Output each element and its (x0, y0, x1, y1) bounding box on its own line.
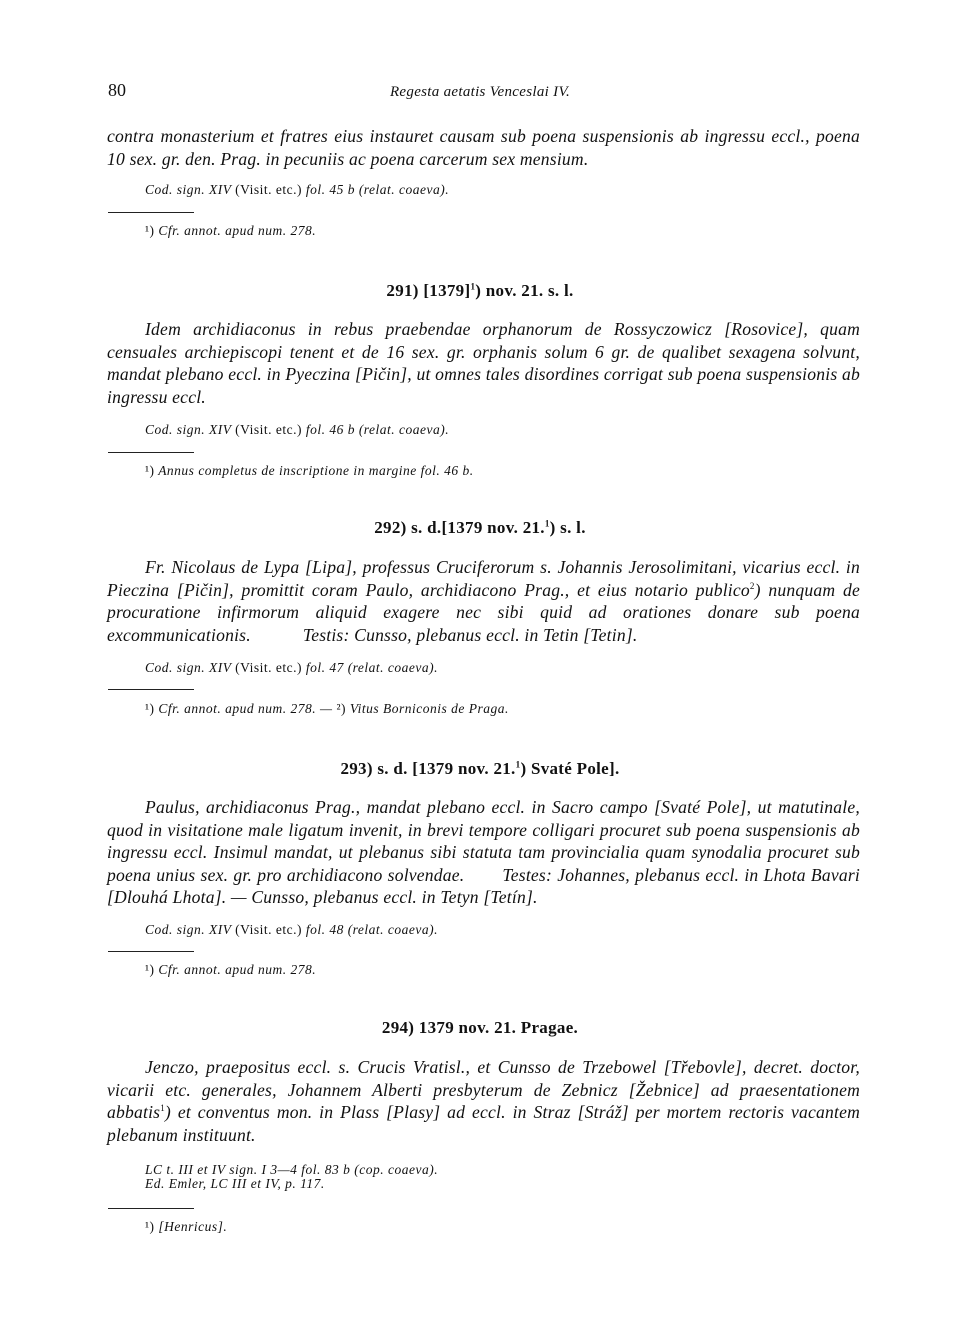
continuation-text: contra monasterium et fratres eius instauret causam sub poena suspensionis ab ingressu eccl., poena 10 sex. gr. den. Prag. in pecuniis ac poena carcerum sex mensium. (107, 126, 860, 169)
heading-main: 292) s. d.[1379 nov. 21. (374, 518, 545, 537)
heading-footnote-mark: 1 (515, 759, 521, 770)
source-visit: (Visit. etc.) (235, 182, 302, 197)
entry-293-testes: Testes: Johannes, plebanus eccl. in Lhota Bavari [Dlouhá Lhota]. — Cunsso, plebanus eccl. in Tetyn [Tetín]. (107, 864, 860, 908)
entry-292-text (107, 556, 860, 646)
source-cod: Cod. sign. XIV (145, 422, 232, 437)
footnote-text: Cfr. annot. apud num. 278. — (158, 701, 333, 716)
entry-291-text: Idem archidiaconus in rebus praebendae orphanorum de Rossyczowicz [Rosovice], quam censuales archiepiscopi tenent et de 16 sex. gr. orphanis solum 6 gr. de qualibet sexagena solvunt, mandat plebano eccl. in Pyeczina [Pičin], ut omnes tales disordines corrigat sub poena suspensionis ab ingressu eccl. (107, 319, 860, 407)
entry-292-footnote (145, 701, 509, 717)
heading-rest: ) Svaté Pole]. (520, 759, 620, 778)
source-visit: (Visit. etc.) (235, 422, 302, 437)
entry-292-text-a: Fr. Nicolaus de Lypa [Lipa], professus Cruciferorum s. Johannis Jerosolimitani, vicarius eccl. in Pieczina [Pičin], promittit coram Paulo, archidiacono Prag., et eius notario publico (107, 557, 860, 600)
entry-294-footnote (145, 1219, 227, 1235)
text-footnote-mark: 2 (749, 580, 755, 591)
heading-main: 291) [1379] (386, 281, 471, 300)
source-fol: fol. 45 b (relat. coaeva). (305, 182, 450, 197)
footnote-rule (108, 452, 194, 453)
heading-rest: ) nov. 21. s. l. (475, 281, 574, 300)
source-lc: LC t. III et IV sign. I 3—4 fol. 83 b (cop. coaeva). (145, 1162, 439, 1177)
footnote-text: Cfr. annot. apud num. 278. (158, 223, 317, 238)
source-cod: Cod. sign. XIV (145, 922, 232, 937)
entry-293-source (145, 922, 438, 938)
entry-293-heading (0, 759, 960, 779)
footnote-rule (108, 689, 194, 690)
entry-292-paragraph (107, 556, 860, 646)
entry-294-heading: 294) 1379 nov. 21. Pragae. (381, 1018, 579, 1037)
entry-294-text (107, 1056, 860, 1146)
footnote-text-2: Vitus Borniconis de Praga. (349, 701, 509, 716)
entry-293-text (107, 796, 860, 909)
entry-291-paragraph (107, 318, 860, 408)
footnote-mark: ¹) (145, 1219, 155, 1234)
footnote-rule (108, 212, 194, 213)
footnote-text: [Henricus]. (158, 1219, 228, 1234)
source-cod: Cod. sign. XIV (145, 660, 232, 675)
entry-293-footnote (145, 962, 316, 978)
entry-292-text-b: ) nunquam de procuratione infirmorum aliquid exagere nec sibi quid ad orationes donare sub poena excommunicationis. (107, 579, 861, 645)
entry-294-text-b: ) et conventus mon. in Plass [Plasy] ad eccl. in Straz [Stráž] per mortem rectoris vacantem plebanum instituunt. (107, 1102, 860, 1145)
entry-294-paragraph (107, 1056, 860, 1146)
continuation-footnote (145, 223, 316, 239)
footnote-mark: ¹) (145, 223, 155, 238)
heading-main: 293) s. d. [1379 nov. 21. (340, 759, 516, 778)
footnote-mark: ¹) (145, 701, 155, 716)
source-visit: (Visit. etc.) (235, 660, 302, 675)
heading-rest: ) s. l. (549, 518, 586, 537)
continuation-source (145, 182, 449, 198)
footnote-mark: ¹) (145, 962, 155, 977)
footnote-mark-2: ²) (336, 701, 346, 716)
source-fol: fol. 47 (relat. coaeva). (305, 660, 439, 675)
source-edition: Ed. Emler, LC III et IV, p. 117. (145, 1176, 325, 1191)
source-fol: fol. 46 b (relat. coaeva). (305, 422, 450, 437)
footnote-rule (108, 951, 194, 952)
running-title: Regesta aetatis Venceslai IV. (389, 84, 571, 100)
entry-293-text-a: Paulus, archidiaconus Prag., mandat plebano eccl. in Sacro campo [Svaté Pole], ut matutinale, quod in visitatione male ligatum invenit, in brevi tempore colligari procuret sub poena suspensionis ab ingressu eccl. Insimul mandat, ut plebanus sibi statuta tam provincialia quam synodalia procuret sub poena unius sex. gr. pro archidiacono solvendae. (107, 797, 860, 885)
entry-291-source (145, 422, 449, 438)
entry-293-paragraph (107, 796, 860, 909)
entry-292-heading (0, 518, 960, 538)
footnote-rule (108, 1208, 194, 1209)
entry-291-heading (0, 281, 960, 301)
source-fol: fol. 48 (relat. coaeva). (305, 922, 439, 937)
entry-294-source (145, 1163, 438, 1191)
text-footnote-mark: 1 (160, 1103, 165, 1114)
entry-294-text-a: Jenczo, praepositus eccl. s. Crucis Vratisl., et Cunsso de Trzebowel [Třebovle], decret. doctor, vicarii etc. generales, Johannem Alberti presbyterum de Zebnicz [Žebnice] ad praesentationem abbatis (107, 1057, 860, 1123)
entry-292-source (145, 660, 438, 676)
entry-292-testis: Testis: Cunsso, plebanus eccl. in Tetin [Tetin]. (302, 624, 638, 645)
source-cod: Cod. sign. XIV (145, 182, 232, 197)
page-number: 80 (108, 80, 126, 100)
footnote-mark: ¹) (145, 463, 155, 478)
footnote-text: Annus completus de inscriptione in margine fol. 46 b. (158, 463, 474, 478)
continuation-paragraph (107, 125, 860, 170)
heading-footnote-mark: 1 (470, 281, 476, 292)
footnote-text: Cfr. annot. apud num. 278. (158, 962, 317, 977)
heading-footnote-mark: 1 (544, 518, 550, 529)
entry-291-footnote (145, 463, 474, 479)
source-visit: (Visit. etc.) (235, 922, 302, 937)
